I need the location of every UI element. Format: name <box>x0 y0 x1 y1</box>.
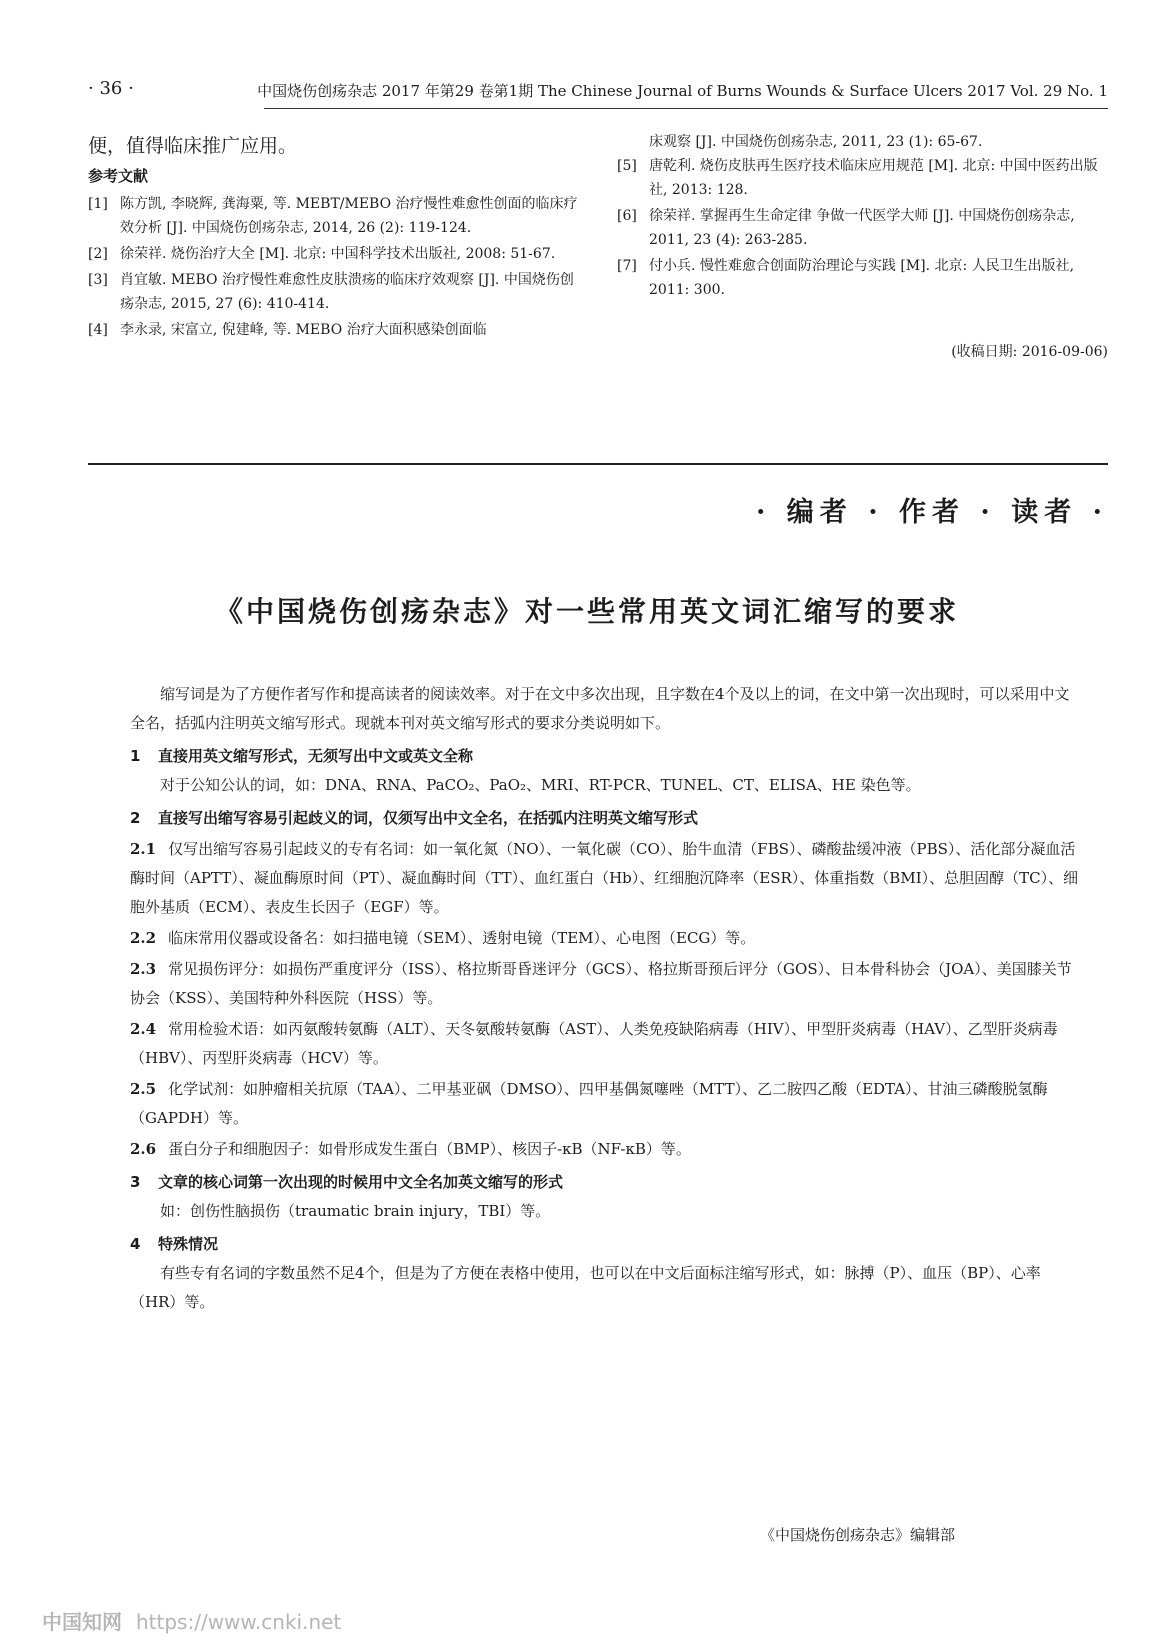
subsection <box>130 1015 1080 1073</box>
cnki-url-link[interactable]: https://www.cnki.net <box>136 1610 342 1634</box>
reference-number: [2] <box>88 246 108 262</box>
references-left-column <box>88 130 578 344</box>
editorial-signature: 《中国烧伤创疡杂志》编辑部 <box>760 1526 956 1544</box>
section-number: 2 <box>130 809 141 827</box>
subsection-text: 常见损伤评分：如损伤严重度评分（ISS）、格拉斯哥昏迷评分（GCS）、格拉斯哥预后评分（GOS）、日本骨科协会（JOA）、美国膝关节协会（KSS）、美国特种外科医院（HSS）等。 <box>130 960 1072 1007</box>
reference-text: 唐乾利. 烧伤皮肤再生医疗技术临床应用规范 [M]. 北京: 中国中医药出版社, 2013: 128. <box>649 158 1098 198</box>
cnki-logo: 中国知网 <box>42 1610 122 1634</box>
section-heading <box>130 1168 1080 1197</box>
section-heading <box>130 804 1080 833</box>
header-rule <box>264 108 1108 109</box>
references-heading: 参考文献 <box>88 167 149 185</box>
article-body <box>130 680 1080 1317</box>
reference-text: 徐荣祥. 掌握再生生命定律 争做一代医学大师 [J]. 中国烧伤创疡杂志, 2011, 23 (4): 263-285. <box>649 208 1075 248</box>
section-title: 文章的核心词第一次出现的时候用中文全名加英文缩写的形式 <box>158 1173 564 1191</box>
section-title: 直接写出缩写容易引起歧义的词，仅须写出中文全名，在括弧内注明英文缩写形式 <box>158 809 699 827</box>
reference-number: [7] <box>617 258 637 274</box>
section-heading <box>130 1230 1080 1259</box>
reference-text: 肖宜敏. MEBO 治疗慢性难愈性皮肤溃疡的临床疗效观察 [J]. 中国烧伤创疡杂志, 2015, 27 (6): 410-414. <box>120 272 574 312</box>
reference-number: [4] <box>88 322 108 338</box>
subsection-text: 蛋白分子和细胞因子：如骨形成发生蛋白（BMP）、核因子-κB（NF-κB）等。 <box>168 1140 691 1158</box>
subsection <box>130 1075 1080 1133</box>
reference-text: 陈方凯, 李晓辉, 龚海粟, 等. MEBT/MEBO 治疗慢性难愈性创面的临床疗效分析 [J]. 中国烧伤创疡杂志, 2014, 26 (2): 119-124. <box>120 196 578 236</box>
received-date: (收稿日期: 2016-09-06) <box>951 344 1108 360</box>
section-number: 1 <box>130 747 141 765</box>
subsection <box>130 1135 1080 1164</box>
reference-item <box>617 204 1108 252</box>
subsection-number: 2.1 <box>130 840 157 858</box>
subsection <box>130 835 1080 922</box>
page-number: · 36 · <box>88 78 134 99</box>
reference-text: 李永录, 宋富立, 倪建峰, 等. MEBO 治疗大面积感染创面临 <box>120 322 487 338</box>
reference-number: [1] <box>88 196 108 212</box>
reference-text: 付小兵. 慢性难愈合创面防治理论与实践 [M]. 北京: 人民卫生出版社, 2011: 300. <box>649 258 1075 298</box>
section-label: · 编者 · 作者 · 读者 · <box>756 497 1108 528</box>
reference-item <box>88 268 578 316</box>
running-header <box>88 78 1108 106</box>
subsection-text: 化学试剂：如肿瘤相关抗原（TAA）、二甲基亚砜（DMSO）、四甲基偶氮噻唑（MTT）、乙二胺四乙酸（EDTA）、甘油三磷酸脱氢酶（GAPDH）等。 <box>130 1080 1048 1127</box>
subsection <box>130 924 1080 953</box>
subsection-text: 常用检验术语：如丙氨酸转氨酶（ALT）、天冬氨酸转氨酶（AST）、人类免疫缺陷病毒（HIV）、甲型肝炎病毒（HAV）、乙型肝炎病毒（HBV）、丙型肝炎病毒（HCV）等。 <box>130 1020 1058 1067</box>
reference-item <box>617 154 1108 202</box>
previous-article-closing-text: 便，值得临床推广应用。 <box>88 135 298 157</box>
watermark-footer <box>42 1606 341 1635</box>
reference-text: 徐荣祥. 烧伤治疗大全 [M]. 北京: 中国科学技术出版社, 2008: 51-67. <box>120 246 556 262</box>
subsection-number: 2.2 <box>130 929 157 947</box>
reference-number: [6] <box>617 208 637 224</box>
section-heading <box>130 742 1080 771</box>
reference-item <box>88 242 578 266</box>
section-text: 有些专有名词的字数虽然不足4个，但是为了方便在表格中使用，也可以在中文后面标注缩写形式，如：脉搏（P）、血压（BP）、心率（HR）等。 <box>130 1264 1041 1311</box>
section-divider <box>88 463 1108 465</box>
section-text: 如：创伤性脑损伤（traumatic brain injury，TBI）等。 <box>160 1202 551 1220</box>
reference-number: [5] <box>617 158 637 174</box>
section-text: 对于公知公认的词，如：DNA、RNA、PaCO₂、PaO₂、MRI、RT-PCR、TUNEL、CT、ELISA、HE 染色等。 <box>160 776 921 794</box>
references-right-column <box>617 130 1108 364</box>
article-title: 《中国烧伤创疡杂志》对一些常用英文词汇缩写的要求 <box>214 595 959 628</box>
journal-citation-line: 中国烧伤创疡杂志 2017 年第29 卷第1期 The Chinese Journal of Burns Wounds & Surface Ulcers 2017 Vol. 29 No. 1 <box>257 82 1108 100</box>
intro-paragraph: 缩写词是为了方便作者写作和提高读者的阅读效率。对于在文中多次出现，且字数在4个及以上的词，在文中第一次出现时，可以采用中文全名，括弧内注明英文缩写形式。现就本刊对英文缩写形式的要求分类说明如下。 <box>130 685 1070 732</box>
section-number: 3 <box>130 1173 141 1191</box>
section-title: 特殊情况 <box>158 1235 219 1253</box>
reference-item <box>88 192 578 240</box>
reference-item <box>617 254 1108 302</box>
section-number: 4 <box>130 1235 141 1253</box>
subsection-number: 2.6 <box>130 1140 157 1158</box>
subsection-text: 临床常用仪器或设备名：如扫描电镜（SEM）、透射电镜（TEM）、心电图（ECG）等。 <box>168 929 756 947</box>
subsection-number: 2.4 <box>130 1020 157 1038</box>
subsection <box>130 955 1080 1013</box>
reference-continuation: 床观察 [J]. 中国烧伤创疡杂志, 2011, 23 (1): 65-67. <box>649 134 983 150</box>
subsection-number: 2.3 <box>130 960 157 978</box>
section-title: 直接用英文缩写形式，无须写出中文或英文全称 <box>158 747 474 765</box>
reference-number: [3] <box>88 272 108 288</box>
subsection-number: 2.5 <box>130 1080 157 1098</box>
subsection-text: 仅写出缩写容易引起歧义的专有名词：如一氧化氮（NO）、一氧化碳（CO）、胎牛血清（FBS）、磷酸盐缓冲液（PBS）、活化部分凝血活酶时间（APTT）、凝血酶原时间（PT）、凝血酶时间（TT）、血红蛋白（Hb）、红细胞沉降率（ESR）、体重指数（BMI）、总胆固醇（TC）、细胞外基质（ECM）、表皮生长因子（EGF）等。 <box>130 840 1079 916</box>
reference-item <box>88 318 578 342</box>
